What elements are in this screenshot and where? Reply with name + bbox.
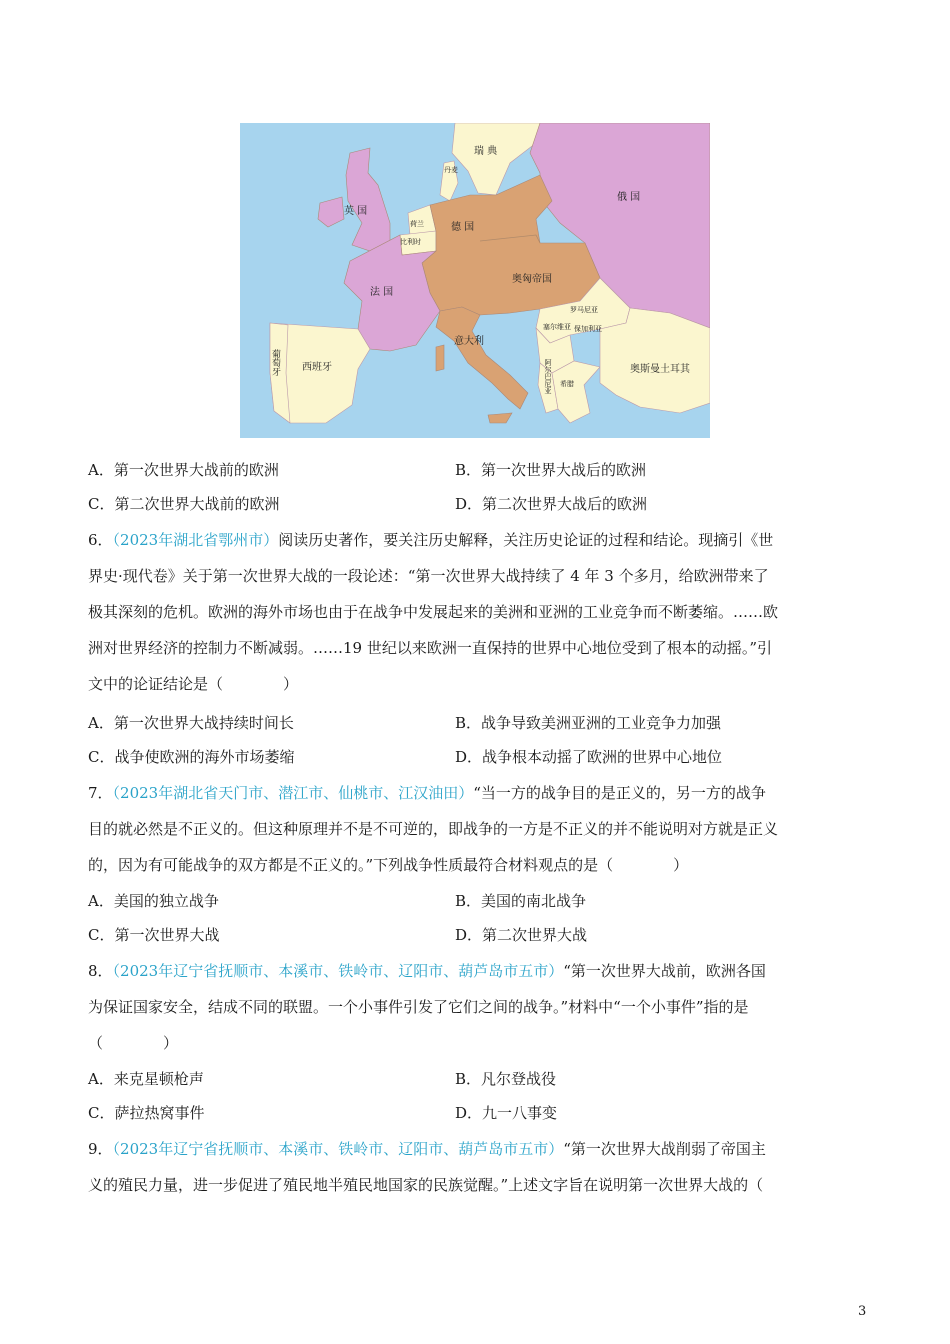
q8-option-c: C．萨拉热窝事件 (88, 1104, 205, 1122)
q9-source: （2023年辽宁省抚顺市、本溪市、铁岭市、辽阳市、葫芦岛市五市） (112, 1140, 564, 1158)
europe-map (240, 123, 710, 438)
q8-stem-line-1 (88, 961, 766, 981)
q7-stem-line-1 (88, 783, 766, 803)
q9-stem-line-1 (88, 1139, 766, 1159)
q5-option-c: C．第二次世界大战前的欧洲 (88, 495, 280, 513)
q5-option-d: D．第二次世界大战后的欧洲 (455, 495, 648, 513)
q8-stem-line-3: （ ） (88, 1034, 179, 1052)
q6-stem-line-2: 界史·现代卷》关于第一次世界大战的一段论述：“第一次世界大战持续了 4 年 3 个多月，给欧洲带来了 (88, 567, 769, 585)
q8-number: 8． (88, 962, 113, 980)
label-netherlands: 荷兰 (410, 220, 424, 228)
q6-stem-line-3: 极其深刻的危机。欧洲的海外市场也由于在战争中发展起来的美洲和亚洲的工业竞争而不断萎缩。……欧 (88, 603, 779, 621)
q9-stem-line-2: 义的殖民力量，进一步促进了殖民地半殖民地国家的民族觉醒。”上述文字旨在说明第一次世界大战的（ (88, 1176, 764, 1194)
label-portugal: 葡萄牙 (270, 349, 280, 376)
q7-stem-line-3: 的，因为有可能战争的双方都是不正义的。”下列战争性质最符合材料观点的是（ ） (88, 856, 689, 874)
q6-number: 6． (88, 531, 113, 549)
q6-stem-line-4: 洲对世界经济的控制力不断减弱。……19 世纪以来欧洲一直保持的世界中心地位受到了根本的动摇。”引 (88, 639, 773, 657)
q8-text-1: “第一次世界大战前，欧洲各国 (563, 962, 766, 980)
label-italy: 意大利 (454, 336, 484, 347)
q8-source: （2023年辽宁省抚顺市、本溪市、铁岭市、辽阳市、葫芦岛市五市） (112, 962, 564, 980)
label-romania: 罗马尼亚 (570, 306, 598, 314)
q6-option-a: A．第一次世界大战持续时间长 (88, 714, 294, 732)
label-france: 法 国 (370, 287, 394, 298)
q9-number: 9． (88, 1140, 113, 1158)
q7-option-b: B．美国的南北战争 (455, 892, 587, 910)
q5-option-b: B．第一次世界大战后的欧洲 (455, 461, 647, 479)
q7-source: （2023年湖北省天门市、潜江市、仙桃市、江汉油田） (112, 784, 474, 802)
label-greece: 希腊 (560, 380, 574, 388)
label-albania: 阿尔巴尼亚 (544, 359, 552, 394)
q8-option-d: D．九一八事变 (455, 1104, 558, 1122)
q9-text-1: “第一次世界大战削弱了帝国主 (563, 1140, 766, 1158)
q6-text-1: 阅读历史著作，要关注历史解释，关注历史论证的过程和结论。现摘引《世 (278, 531, 774, 549)
q7-stem-line-2: 目的就必然是不正义的。但这种原理并不是不可逆的，即战争的一方是不正义的并不能说明对方就是正义 (88, 820, 779, 838)
q6-stem-line-1 (88, 530, 773, 550)
label-ottoman: 奥斯曼土耳其 (630, 364, 690, 375)
q7-number: 7． (88, 784, 113, 802)
label-belgium: 比利时 (400, 238, 421, 246)
q7-text-1: “当一方的战争目的是正义的，另一方的战争 (473, 784, 766, 802)
label-sweden: 瑞 典 (474, 146, 498, 157)
q7-option-d: D．第二次世界大战 (455, 926, 588, 944)
q6-option-d: D．战争根本动摇了欧洲的世界中心地位 (455, 748, 723, 766)
europe-map-figure (240, 123, 710, 438)
q5-option-a: A．第一次世界大战前的欧洲 (88, 461, 279, 479)
label-denmark: 丹麦 (444, 166, 458, 174)
label-spain: 西班牙 (302, 362, 332, 373)
q6-option-b: B．战争导致美洲亚洲的工业竞争力加强 (455, 714, 722, 732)
q6-source: （2023年湖北省鄂州市） (112, 531, 279, 549)
q7-option-c: C．第一次世界大战 (88, 926, 220, 944)
q8-stem-line-2: 为保证国家安全，结成不同的联盟。一个小事件引发了它们之间的战争。”材料中“一个小事件”指的是 (88, 998, 749, 1016)
page-number: 3 (858, 1304, 867, 1319)
label-russia: 俄 国 (617, 192, 641, 203)
label-uk: 英 国 (344, 206, 368, 217)
q7-option-a: A．美国的独立战争 (88, 892, 219, 910)
label-austria-hungary: 奥匈帝国 (512, 274, 552, 285)
label-bulgaria: 保加利亚 (574, 325, 602, 333)
q8-option-b: B．凡尔登战役 (455, 1070, 557, 1088)
label-germany: 德 国 (451, 222, 475, 233)
q6-option-c: C．战争使欧洲的海外市场萎缩 (88, 748, 295, 766)
q6-stem-line-5: 文中的论证结论是（ ） (88, 675, 299, 693)
q8-option-a: A．来克星顿枪声 (88, 1070, 204, 1088)
label-serbia: 塞尔维亚 (543, 323, 571, 331)
